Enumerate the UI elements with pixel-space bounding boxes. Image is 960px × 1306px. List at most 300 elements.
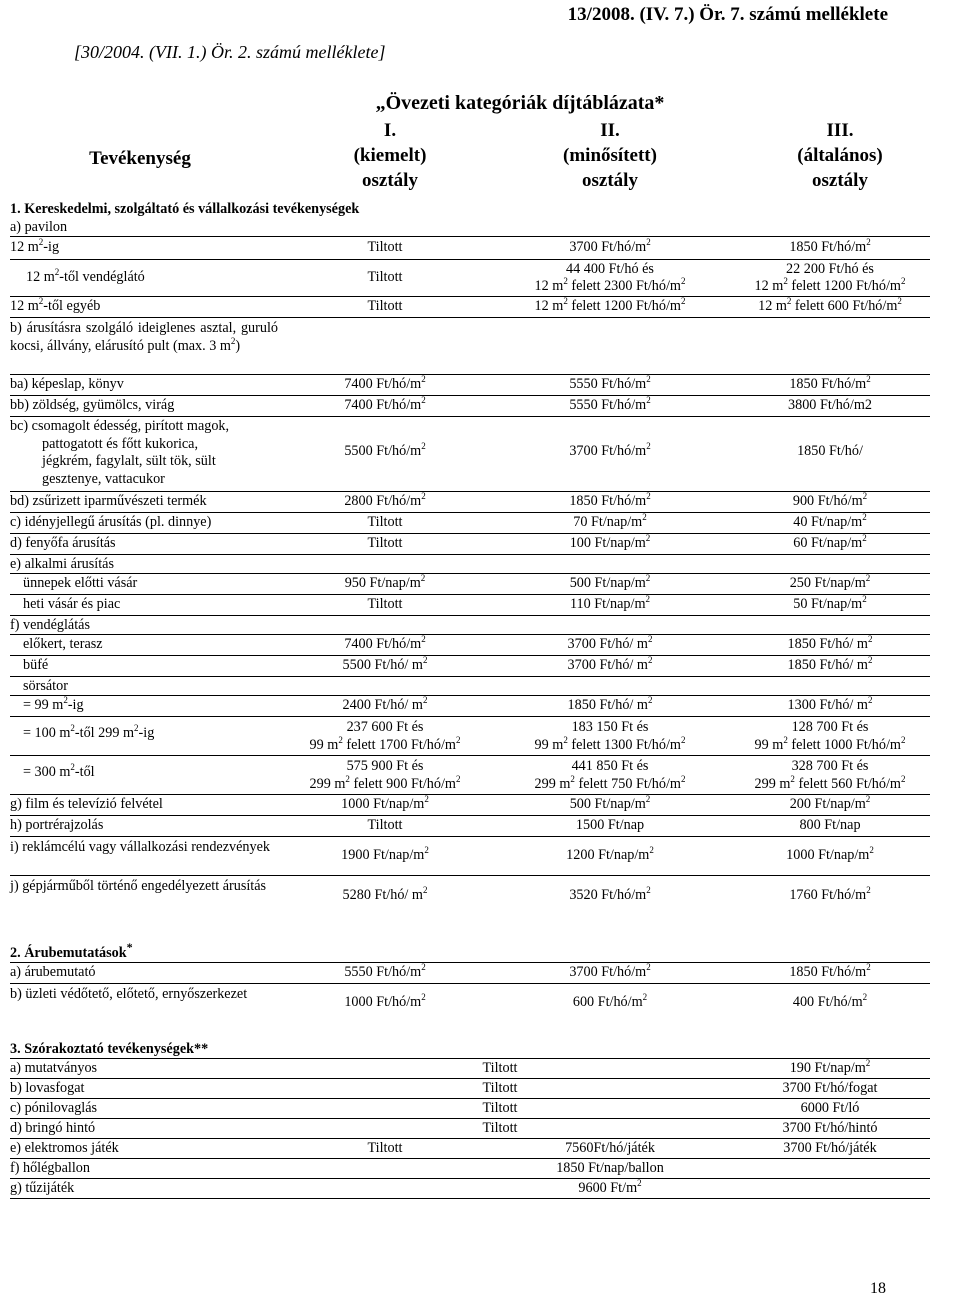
superscript: 2 [869, 845, 874, 855]
table-row [10, 616, 930, 635]
superscript: 2 [642, 992, 648, 1002]
text: gesztenye, vattacukor [42, 470, 165, 487]
superscript: 2 [421, 962, 426, 972]
table-row [10, 513, 930, 534]
text: felett 750 Ft/hó/m [574, 776, 681, 792]
table-row [10, 260, 930, 297]
cell-class-3 [730, 514, 930, 531]
row-label: c) pónilovaglás [10, 1100, 98, 1116]
superscript: 2 [134, 723, 139, 733]
text: 1000 Ft/nap/m [786, 847, 870, 863]
text-line [730, 775, 930, 793]
cell-class-3 [730, 887, 930, 904]
cell-class-3: 800 Ft/nap [799, 817, 861, 833]
section-2-label: 2. Árubemutatások [10, 945, 127, 961]
text: 900 Ft/hó/m [792, 493, 863, 509]
cell-class-2 [500, 796, 720, 813]
cell-class-3 [730, 757, 930, 793]
text: 5280 Ft/hó/ m [342, 887, 423, 903]
text: 60 Ft/nap/m [793, 535, 863, 551]
table-row [10, 555, 930, 574]
column-header-activity: Tevékenység [89, 148, 191, 169]
superscript: 2 [421, 395, 426, 405]
table-row [10, 816, 930, 837]
superscript: 2 [646, 491, 651, 501]
superscript: 2 [424, 845, 429, 855]
text: 1850 Ft/hó/ m [787, 657, 868, 673]
superscript: 2 [866, 962, 871, 972]
superscript: 2 [421, 374, 426, 384]
class-3-name: (általános) [797, 145, 883, 166]
cell-class-3 [730, 796, 930, 813]
table-row [10, 717, 930, 756]
cell-class-3 [730, 964, 930, 981]
row-label: e) elektromos játék [10, 1140, 119, 1156]
row-label: c) idényjellegű árusítás (pl. dinnye) [10, 514, 212, 530]
text: = 100 m [23, 725, 71, 741]
superscript: 2 [54, 267, 60, 277]
text-line [280, 775, 490, 793]
row-label: b) lovasfogat [10, 1080, 85, 1096]
superscript: 2 [645, 594, 651, 604]
table-row [10, 635, 930, 656]
row-label: heti vásár és piac [23, 596, 121, 612]
text: 3700 Ft/hó/m [569, 443, 647, 459]
text: felett 600 Ft/hó/m [791, 298, 898, 314]
table-row [10, 534, 930, 555]
text: -ig [138, 725, 155, 741]
cell-class-2 [500, 376, 720, 393]
text: ) [235, 338, 241, 354]
text: -től egyéb [43, 298, 101, 314]
cell-class-3 [730, 596, 930, 613]
cell-class-2 [500, 994, 720, 1011]
cell-class-3 [730, 298, 930, 315]
cell-class-3 [730, 1060, 930, 1077]
superscript: 2 [421, 491, 426, 501]
text: felett 1200 Ft/hó/m [567, 298, 681, 314]
annex-reference-current: 13/2008. (IV. 7.) Ör. 7. számú melléklete [567, 4, 888, 25]
cell-class-2 [500, 657, 720, 674]
row-label: ba) képeslap, könyv [10, 376, 124, 392]
cell-class-3: 3800 Ft/hó/m2 [788, 397, 872, 413]
row-label: b) üzleti védőtető, előtető, ernyőszerkezet [10, 986, 248, 1002]
superscript: 2 [865, 573, 871, 583]
cell-class-1: Tiltott [367, 269, 403, 285]
cell-class-2 [500, 575, 720, 592]
table-row [10, 574, 930, 595]
class-1-word: osztály [362, 170, 418, 191]
section-3-label: 3. Szórakoztató tevékenységek** [10, 1041, 209, 1057]
superscript: 2 [421, 634, 426, 644]
annex-reference-previous: [30/2004. (VII. 1.) Ör. 2. számú melléklete] [74, 42, 386, 62]
row-label: bd) zsűrizett iparművészeti termék [10, 493, 207, 509]
superscript: 2 [649, 845, 654, 855]
page-number: 18 [870, 1280, 886, 1297]
superscript: 2 [70, 723, 75, 733]
table-row [10, 417, 930, 492]
cell-class-2 [500, 636, 720, 653]
text: 99 m [754, 737, 784, 753]
superscript: 2 [421, 992, 426, 1002]
text: 12 m [10, 298, 39, 314]
cell-class-2 [500, 596, 720, 613]
text: 1900 Ft/nap/m [341, 847, 425, 863]
text: 5500 Ft/hó/m [344, 443, 422, 459]
superscript: 2 [900, 276, 906, 286]
cell-class-3: 3700 Ft/hó/fogat [782, 1080, 878, 1096]
superscript: 2 [70, 762, 75, 772]
text: 183 150 Ft és [571, 719, 649, 735]
text: 12 m [534, 298, 564, 314]
text: 50 Ft/nap/m [793, 596, 863, 612]
superscript: 2 [862, 594, 867, 604]
superscript: 2 [647, 695, 653, 705]
text: 5550 Ft/hó/m [569, 397, 647, 413]
superscript: 2 [862, 992, 868, 1002]
text: pattogatott és főtt kukorica, [42, 435, 199, 452]
superscript: 2 [38, 237, 44, 247]
row-label: f) vendéglátás [10, 617, 90, 633]
column-header-class-2 [510, 118, 710, 193]
text: 12 m [754, 278, 784, 294]
superscript: 2 [570, 774, 575, 784]
cell-class-3 [730, 718, 930, 754]
text: felett 2300 Ft/hó/m [567, 278, 681, 294]
class-1-numeral: I. [383, 120, 397, 141]
text: 40 Ft/nap/m [793, 514, 863, 530]
superscript: 2 [424, 794, 429, 804]
cell-class-1: Tiltott [367, 298, 403, 314]
cell-class-3 [730, 697, 930, 714]
text: 500 Ft/nap/m [569, 575, 646, 591]
section-1-label: 1. Kereskedelmi, szolgáltató és vállalkozási tevékenységek [10, 201, 360, 217]
text: 99 m [309, 737, 339, 753]
text: -től 299 m [74, 725, 135, 741]
text: 5550 Ft/hó/m [569, 376, 647, 392]
cell-class-1 [280, 887, 490, 904]
table-row [10, 1159, 930, 1179]
text: 5550 Ft/hó/m [344, 964, 422, 980]
class-3-word: osztály [812, 170, 868, 191]
text: 2400 Ft/hó/ m [342, 697, 423, 713]
cell-class-3 [730, 535, 930, 552]
text: 237 600 Ft és [346, 719, 424, 735]
text: -ig [43, 239, 60, 255]
row-label [10, 319, 278, 355]
text: 1850 Ft/hó/m [789, 376, 867, 392]
spacer [10, 914, 930, 944]
superscript: 2 [646, 374, 651, 384]
cell-class-2 [500, 397, 720, 414]
text: 575 900 Ft és [346, 758, 424, 774]
text: 1300 Ft/hó/ m [787, 697, 868, 713]
cell-class-1 [280, 397, 490, 414]
cell-class-1: Tiltott [367, 1140, 403, 1156]
text: 3700 Ft/hó/ m [567, 657, 648, 673]
cell-class-2 [500, 964, 720, 981]
column-header-class-1 [290, 118, 490, 193]
text: 5500 Ft/hó/ m [342, 657, 423, 673]
superscript: 2 [897, 296, 902, 306]
cell-class-3 [730, 657, 930, 674]
superscript: 2 [645, 533, 651, 543]
text: 250 Ft/nap/m [789, 575, 866, 591]
row-label: büfé [23, 657, 49, 673]
table-row [10, 1179, 930, 1199]
superscript: 2 [345, 774, 350, 784]
superscript: 2 [230, 336, 236, 346]
text: 3700 Ft/hó/ m [567, 636, 648, 652]
superscript: 2 [900, 774, 906, 784]
superscript: 2 [783, 276, 788, 286]
table-row [10, 297, 930, 318]
text: 1850 Ft/hó/ m [787, 636, 868, 652]
superscript: 2 [642, 512, 647, 522]
cell-class-3: 3700 Ft/hó/játék [783, 1140, 877, 1156]
superscript: 2 [680, 296, 686, 306]
text: 22 200 Ft/hó és [786, 261, 874, 277]
cell-class-2 [500, 443, 720, 460]
superscript: 2 [867, 695, 873, 705]
superscript: 2 [422, 885, 428, 895]
text: 1850 Ft/hó/m [569, 493, 647, 509]
row-label [10, 697, 283, 714]
superscript: 2 [862, 512, 867, 522]
superscript: 2 [647, 655, 653, 665]
class-1-name: (kiemelt) [353, 145, 427, 166]
cell-class-1 [280, 796, 490, 813]
cell-class-2: 1500 Ft/nap [575, 817, 645, 833]
cell-class-2 [500, 261, 720, 295]
row-label: a) árubemutató [10, 964, 96, 980]
table-row [10, 218, 930, 237]
cell-class-1 [280, 718, 490, 754]
superscript: 2 [646, 962, 651, 972]
superscript: 2 [867, 634, 873, 644]
text-line [500, 775, 720, 793]
text: bc) csomagolt édesség, pirított magok, [10, 418, 230, 434]
cell-class-2 [500, 757, 720, 793]
fee-table [10, 200, 930, 1199]
row-label: g) film és televízió felvétel [10, 796, 163, 812]
text: jégkrém, fagylalt, sült tök, sült [42, 453, 216, 469]
text: felett 1200 Ft/hó/m [787, 278, 901, 294]
superscript: 2 [646, 237, 651, 247]
text: 9600 Ft/m [578, 1180, 638, 1196]
text: felett 560 Ft/hó/m [794, 776, 901, 792]
text: 12 m [26, 269, 55, 285]
superscript: 2 [646, 395, 651, 405]
section-2-title [10, 940, 930, 963]
text: felett 1700 Ft/hó/m [342, 737, 456, 753]
cell-class-1-2: Tiltott [482, 1100, 518, 1116]
superscript: 2 [563, 735, 568, 745]
text: -ig [67, 697, 84, 713]
class-2-numeral: II. [600, 120, 620, 141]
cell-class-3 [730, 239, 930, 256]
table-row [10, 1139, 930, 1159]
text: 1200 Ft/nap/m [566, 847, 650, 863]
cell-class-2: 7560Ft/hó/játék [565, 1140, 655, 1156]
section-3-title [10, 1040, 930, 1059]
row-label [10, 764, 283, 781]
superscript: 2 [455, 735, 461, 745]
row-label [10, 269, 286, 286]
table-row [10, 492, 930, 513]
class-2-word: osztály [582, 170, 638, 191]
cell-class-2 [500, 535, 720, 552]
class-2-name: (minősített) [563, 145, 657, 166]
text: -től vendéglátó [59, 269, 145, 285]
cell-class-1: Tiltott [367, 596, 403, 612]
table-row [10, 756, 930, 795]
row-label: ünnepek előtti vásár [23, 575, 138, 591]
superscript: 2 [786, 296, 792, 306]
text: 7400 Ft/hó/m [344, 397, 422, 413]
cell-class-3 [730, 575, 930, 592]
text: 44 400 Ft/hó és [566, 261, 654, 277]
row-label: d) bringó hintó [10, 1120, 96, 1136]
text: b) árusításra szolgáló ideiglenes asztal, guruló kocsi, állvány, elárusító pult (max. 3 m [10, 320, 278, 354]
table-row [10, 677, 930, 696]
cell-class-1 [280, 994, 490, 1011]
cell-class-1: Tiltott [367, 239, 403, 255]
cell-class-2 [500, 718, 720, 754]
cell-class-1-2: Tiltott [482, 1060, 518, 1076]
superscript: 2 [680, 276, 686, 286]
text: 1760 Ft/hó/m [789, 887, 867, 903]
superscript: 2 [563, 276, 568, 286]
text: felett 900 Ft/hó/m [349, 776, 456, 792]
table-row [10, 696, 930, 717]
text: 12 m [534, 278, 564, 294]
superscript: 2 [865, 1058, 871, 1068]
superscript: 2 [645, 573, 651, 583]
cell-class-3 [730, 636, 930, 653]
superscript: 2 [647, 634, 653, 644]
cell-class-1 [280, 376, 490, 393]
section-1-title [10, 200, 930, 218]
table-row [10, 595, 930, 616]
row-label [10, 418, 270, 488]
row-label: a) pavilon [10, 219, 68, 235]
superscript: 2 [422, 655, 428, 665]
table-row [10, 963, 930, 984]
text: felett 1000 Ft/hó/m [787, 737, 901, 753]
text: 1000 Ft/hó/m [344, 994, 422, 1010]
superscript: 2 [422, 695, 428, 705]
superscript: 2 [680, 735, 686, 745]
row-label [10, 239, 270, 256]
text: 7400 Ft/hó/m [344, 636, 422, 652]
table-row [10, 1059, 930, 1079]
cell-class-1 [280, 847, 490, 864]
text: 950 Ft/nap/m [344, 575, 421, 591]
footnote-mark: * [126, 940, 133, 954]
superscript: 2 [866, 885, 871, 895]
row-label: a) mutatványos [10, 1060, 98, 1076]
text-line [730, 736, 930, 754]
cell-class-2 [500, 887, 720, 904]
superscript: 2 [646, 885, 651, 895]
cell-class-3 [730, 261, 930, 295]
superscript: 2 [646, 441, 651, 451]
cell-class-2 [500, 493, 720, 510]
column-header-class-3 [740, 118, 940, 193]
cell-class-3 [730, 376, 930, 393]
table-row [10, 837, 930, 876]
cell-class-3 [730, 847, 930, 864]
class-3-numeral: III. [826, 120, 854, 141]
text: felett 1300 Ft/hó/m [567, 737, 681, 753]
table-row [10, 984, 930, 1022]
cell-class-1 [280, 575, 490, 592]
superscript: 2 [420, 573, 426, 583]
text: 299 m [309, 776, 346, 792]
table-row [10, 876, 930, 914]
text: 99 m [534, 737, 564, 753]
text: 2800 Ft/hó/m [344, 493, 422, 509]
text: 500 Ft/nap/m [569, 796, 646, 812]
text: 100 Ft/nap/m [569, 535, 646, 551]
table-row [10, 1119, 930, 1139]
cell-class-1: Tiltott [367, 817, 403, 833]
text: 12 m [758, 298, 787, 314]
cell-class-2 [500, 1180, 720, 1197]
table-row [10, 396, 930, 417]
cell-class-3: 3700 Ft/hó/hintó [782, 1120, 878, 1136]
text: 110 Ft/nap/m [569, 596, 646, 612]
text: = 99 m [23, 697, 64, 713]
page-title: „Övezeti kategóriák díjtáblázata* [375, 92, 665, 114]
text: = 300 m [23, 764, 71, 780]
superscript: 2 [563, 296, 568, 306]
cell-class-1 [280, 697, 490, 714]
cell-class-1: Tiltott [367, 535, 403, 551]
cell-class-3: 6000 Ft/ló [800, 1100, 860, 1116]
cell-class-1-2: Tiltott [482, 1080, 518, 1096]
table-row [10, 375, 930, 396]
cell-class-3: 1850 Ft/hó/ [797, 443, 863, 459]
row-label: h) portrérajzolás [10, 817, 104, 833]
text: 299 m [754, 776, 791, 792]
text: 3700 Ft/hó/m [569, 239, 647, 255]
text: 441 850 Ft és [571, 758, 649, 774]
row-label: d) fenyőfa árusítás [10, 535, 116, 551]
cell-class-1 [280, 493, 490, 510]
text: 400 Ft/hó/m [792, 994, 863, 1010]
text: 600 Ft/hó/m [572, 994, 643, 1010]
table-row [10, 237, 930, 260]
spacer [10, 1022, 930, 1040]
superscript: 2 [866, 374, 871, 384]
row-label: bb) zöldség, gyümölcs, virág [10, 397, 175, 413]
text: 1000 Ft/nap/m [341, 796, 425, 812]
cell-class-2 [500, 298, 720, 315]
cell-class-1 [280, 757, 490, 793]
cell-class-3 [730, 493, 930, 510]
text: 3520 Ft/hó/m [569, 887, 647, 903]
superscript: 2 [783, 735, 788, 745]
row-label: g) tűzijáték [10, 1180, 75, 1196]
row-label [10, 298, 270, 315]
cell-class-2 [500, 239, 720, 256]
superscript: 2 [645, 794, 651, 804]
text: 1850 Ft/hó/m [789, 964, 867, 980]
superscript: 2 [338, 735, 343, 745]
superscript: 2 [38, 296, 44, 306]
